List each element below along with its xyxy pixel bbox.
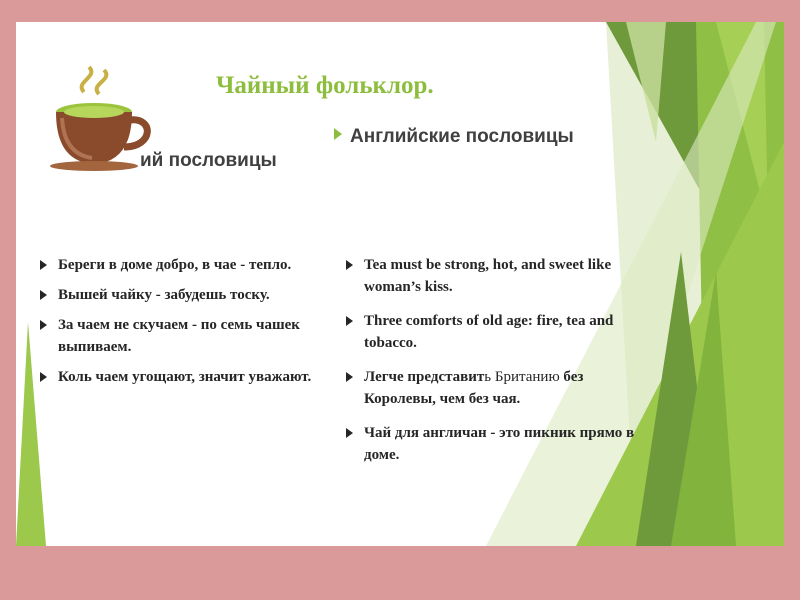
slide-title: Чайный фольклор.	[216, 72, 434, 99]
list-item	[36, 284, 326, 306]
list-item	[342, 422, 642, 466]
triangle-bullet-icon	[346, 428, 353, 438]
proverb-text-part: Легче представит	[364, 369, 485, 385]
list-item	[36, 254, 326, 276]
russian-proverbs-list	[36, 254, 326, 396]
right-heading-text: Английские пословицы	[350, 126, 574, 147]
proverb-text: За чаем не скучаем - по семь чашек выпиваем.	[58, 317, 300, 355]
triangle-bullet-icon	[40, 320, 47, 330]
proverb-text-part: без Королевы, чем без чая.	[364, 369, 584, 407]
proverb-text: Коль чаем угощают, значит уважают.	[58, 369, 312, 385]
english-proverbs-list	[342, 254, 642, 478]
triangle-bullet-icon	[346, 260, 353, 270]
right-column-heading	[334, 126, 574, 148]
list-item	[342, 366, 642, 410]
proverb-text-part: ь Британию	[484, 369, 560, 385]
slide	[16, 22, 784, 546]
heading-arrow-icon	[334, 128, 342, 140]
triangle-bullet-icon	[40, 372, 47, 382]
triangle-bullet-icon	[346, 316, 353, 326]
triangle-bullet-icon	[40, 260, 47, 270]
list-item	[36, 366, 326, 388]
tea-cup-icon	[44, 62, 154, 172]
left-column-heading: ий пословицы	[140, 150, 277, 171]
triangle-bullet-icon	[346, 372, 353, 382]
proverb-text: Чай для англичан - это пикник прямо в доме.	[364, 425, 635, 463]
list-item	[342, 254, 642, 298]
proverb-text: Tea must be strong, hot, and sweet like woman’s kiss.	[364, 257, 612, 295]
list-item	[342, 310, 642, 354]
proverb-text: Береги в доме добро, в чае - тепло.	[58, 257, 292, 273]
proverb-text: Three comforts of old age: fire, tea and tobacco.	[364, 313, 614, 351]
triangle-bullet-icon	[40, 290, 47, 300]
proverb-text: Вышей чайку - забудешь тоску.	[58, 287, 270, 303]
list-item	[36, 314, 326, 358]
